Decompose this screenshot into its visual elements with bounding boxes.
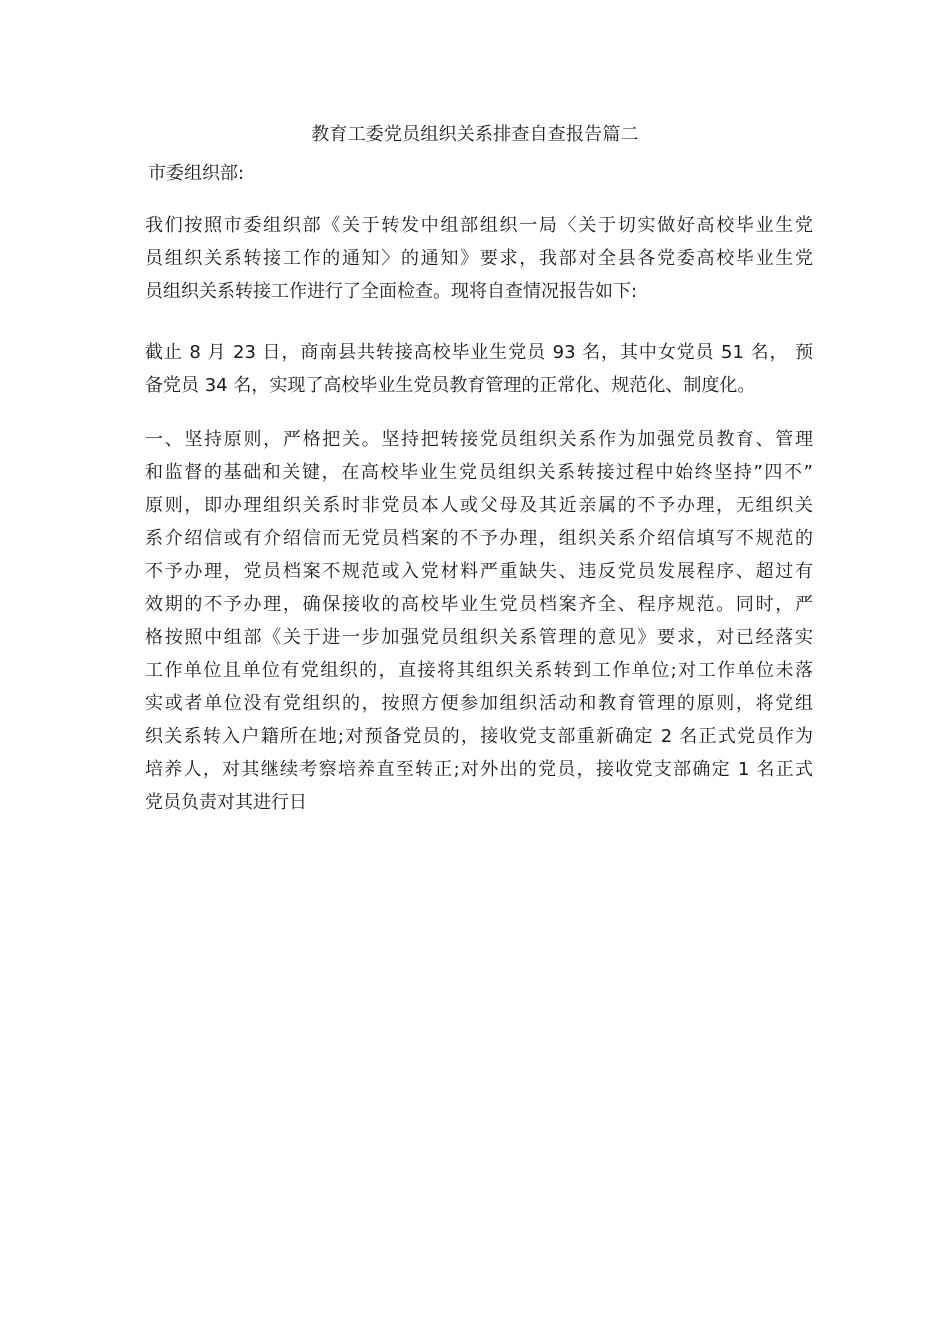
paragraph-line: 织关系转入户籍所在地;对预备党员的，接收党支部重新确定 2 名正式党员作为 bbox=[145, 726, 813, 747]
paragraph-line: 员组织关系转接工作的通知〉的通知》要求，我部对全县各党委高校毕业生党 bbox=[145, 248, 813, 269]
paragraph-line: 截止 8 月 23 日，商南县共转接高校毕业生党员 93 名，其中女党员 51 名， 预 bbox=[145, 342, 813, 363]
paragraph-line: 培养人，对其继续考察培养直至转正;对外出的党员，接收党支部确定 1 名正式 bbox=[145, 759, 813, 780]
paragraph-section-one bbox=[145, 423, 813, 819]
salutation: 市委组织部: bbox=[148, 163, 245, 184]
paragraph-intro bbox=[145, 209, 813, 308]
paragraph-line: 格按照中组部《关于进一步加强党员组织关系管理的意见》要求，对已经落实 bbox=[145, 627, 813, 648]
paragraph-line: 备党员 34 名，实现了高校毕业生党员教育管理的正常化、规范化、制度化。 bbox=[145, 375, 756, 396]
document-title: 教育工委党员组织关系排查自查报告篇二 bbox=[311, 124, 639, 145]
paragraph-line: 系介绍信或有介绍信而无党员档案的不予办理，组织关系介绍信填写不规范的 bbox=[145, 528, 813, 549]
paragraph-line: 效期的不予办理，确保接收的高校毕业生党员档案齐全、程序规范。同时，严 bbox=[145, 594, 813, 615]
paragraph-line: 和监督的基础和关键，在高校毕业生党员组织关系转接过程中始终坚持”四不” bbox=[145, 462, 813, 483]
paragraph-line: 原则，即办理组织关系时非党员本人或父母及其近亲属的不予办理，无组织关 bbox=[145, 495, 813, 516]
paragraph-line: 员组织关系转接工作进行了全面检查。现将自查情况报告如下: bbox=[145, 281, 638, 302]
paragraph-line: 实或者单位没有党组织的，按照方便参加组织活动和教育管理的原则，将党组 bbox=[145, 693, 813, 714]
paragraph-line: 一、坚持原则，严格把关。坚持把转接党员组织关系作为加强党员教育、管理 bbox=[145, 429, 813, 450]
paragraph-statistics bbox=[145, 336, 813, 402]
paragraph-line: 我们按照市委组织部《关于转发中组部组织一局〈关于切实做好高校毕业生党 bbox=[145, 215, 813, 236]
paragraph-line: 不予办理，党员档案不规范或入党材料严重缺失、违反党员发展程序、超过有 bbox=[145, 561, 813, 582]
paragraph-line: 工作单位且单位有党组织的，直接将其组织关系转到工作单位;对工作单位未落 bbox=[145, 660, 813, 681]
paragraph-line: 党员负责对其进行日 bbox=[145, 792, 307, 813]
